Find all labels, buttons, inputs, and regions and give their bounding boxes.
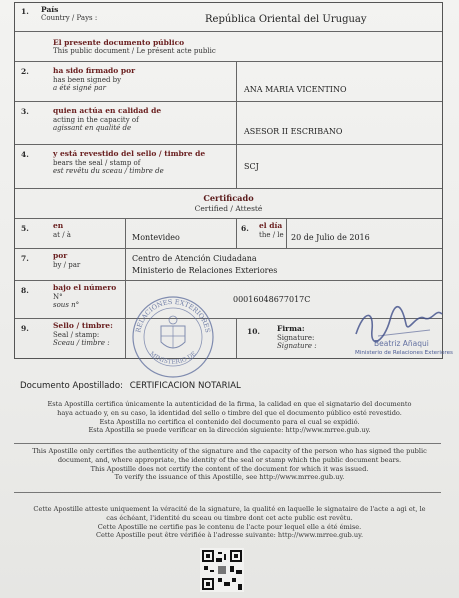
field-number: 5.: [21, 224, 29, 233]
separator: [14, 443, 441, 444]
seal-text-bottom: MINISTERIO DE: [148, 350, 198, 366]
capacity-row: [15, 101, 442, 145]
signer-office: Ministerio de Relaciones Exteriores: [355, 350, 453, 356]
number-value: 00016048677017C: [233, 295, 311, 304]
divider: [236, 218, 237, 248]
notice-line: Cette Apostille ne certifie pas le contenu de l'acte pour lequel elle a été émise.: [97, 522, 362, 531]
by-value-line2: Ministerio de Relaciones Exteriores: [132, 266, 278, 275]
seal-of-row: [15, 144, 442, 189]
field-number: 7.: [21, 254, 29, 263]
country-label-es: País: [41, 5, 59, 14]
certificado-row: [15, 188, 442, 219]
notice-line: cas échéant, l'identité du sceau ou timbre dont cet acte public est revêtu.: [106, 513, 353, 522]
notice-line: haya actuado y, en su caso, la identidad del sello o timbre del que el documento público esté revestido.: [57, 408, 402, 417]
signature-label-en: Signature:: [277, 333, 315, 342]
field-number: 4.: [21, 150, 29, 159]
divider: [236, 101, 237, 144]
field-number: 9.: [21, 324, 29, 333]
divider: [125, 218, 126, 248]
field-number: 10.: [247, 327, 261, 336]
number-label-es: bajo el número: [53, 283, 117, 292]
field-number: 1.: [21, 7, 29, 16]
document-type-line: [20, 381, 241, 391]
capacity-value: ASESOR II ESCRIBANO: [244, 127, 343, 136]
separator: [14, 492, 441, 493]
country-row: [15, 3, 442, 32]
certificado-subtitle: Certified / Attesté: [194, 203, 263, 213]
divider: [125, 318, 126, 358]
signed-by-label-fr: a été signé par: [53, 84, 106, 92]
notice-line: To verify the issuance of this Apostille, see http://www.mrree.gub.uy.: [114, 473, 345, 482]
field-number: 6.: [241, 224, 249, 233]
place-label-es: en: [53, 221, 64, 230]
certificado-title: Certificado: [203, 193, 254, 203]
by-label-es: por: [53, 251, 68, 260]
signed-by-label-es: ha sido firmado por: [53, 66, 136, 75]
document-type-value: CERTIFICACION NOTARIAL: [129, 381, 241, 391]
qr-code-icon: [200, 548, 244, 592]
signed-by-value: ANA MARIA VICENTINO: [244, 85, 347, 94]
seal-of-label-en: bears the seal / stamp of: [53, 158, 141, 167]
by-value-line1: Centro de Atención Ciudadana: [132, 254, 257, 263]
seal-label-en: Seal / stamp:: [53, 330, 100, 339]
signed-by-row: [15, 61, 442, 102]
notice-french: [0, 505, 459, 540]
date-value: 20 de Julio de 2016: [291, 233, 370, 242]
ministry-seal-stamp: [128, 292, 218, 382]
field-number: 2.: [21, 67, 29, 76]
divider: [236, 144, 237, 188]
date-label-es: el día: [259, 221, 283, 230]
divider: [286, 218, 287, 248]
divider: [236, 318, 237, 358]
coat-of-arms-icon: [161, 316, 185, 348]
field-number: 3.: [21, 107, 29, 116]
seal-label-es: Sello / timbre:: [53, 321, 113, 330]
seal-of-label-es: y está revestido del sello / timbre de: [53, 149, 206, 158]
by-row: [15, 248, 442, 281]
seal-of-value: SCJ: [244, 162, 259, 171]
public-document-en-fr: This public document / Le présent acte public: [53, 47, 216, 55]
notice-spanish: [0, 400, 459, 435]
seal-label-fr: Sceau / timbre :: [53, 339, 110, 347]
seal-of-label-fr: est revêtu du sceau / timbre de: [53, 167, 164, 175]
signed-by-label-en: has been signed by: [53, 75, 122, 84]
date-label-en-fr: the / le: [259, 230, 284, 239]
signature-label-es: Firma:: [277, 324, 305, 333]
notice-english: [0, 447, 459, 482]
seal-text-top: RELACIONES EXTERIORES: [134, 297, 212, 334]
handwritten-signature: [350, 300, 450, 350]
notice-line: document, and, where appropriate, the identity of the seal or stamp which the public document bears.: [57, 455, 402, 464]
notice-line: This Apostille only certifies the authenticity of the signature and the capacity of the person who has signed the public: [32, 447, 427, 455]
by-label-en-fr: by / par: [53, 260, 81, 269]
notice-line: Cette Apostille atteste uniquement la véracité de la signature, la qualité en laquelle le signataire de l'acte a agi et, le: [33, 505, 426, 513]
number-label-en: N°: [53, 292, 63, 301]
country-value: República Oriental del Uruguay: [205, 14, 367, 25]
svg-text:MINISTERIO DE: [148, 350, 197, 365]
divider: [236, 61, 237, 101]
divider: [125, 280, 126, 318]
signature-label-fr: Signature :: [277, 342, 317, 350]
notice-line: Esta Apostilla se puede verificar en la dirección siguiente: http://www.mrree.gub.uy.: [88, 426, 371, 435]
number-label-fr: sous n°: [53, 301, 80, 309]
place-date-row: [15, 218, 442, 249]
notice-line: This Apostille does not certify the content of the document for which it was issued.: [90, 464, 369, 473]
notice-line: Esta Apostilla certifica únicamente la autenticidad de la firma, la calidad en que el signatario del documento: [47, 400, 412, 408]
signer-name: Beatriz Añaqui: [374, 339, 429, 348]
capacity-label-fr: agissant en qualité de: [53, 124, 132, 132]
capacity-label-en: acting in the capacity of: [53, 115, 139, 124]
notice-line: Cette Apostille peut être vérifiée à l'adresse suivante: http://www.mrree.gub.uy.: [95, 531, 364, 540]
place-label-en-fr: at / à: [53, 230, 71, 239]
document-type-label: Documento Apostillado:: [20, 381, 123, 391]
public-document-row: [15, 31, 442, 62]
capacity-label-es: quien actúa en calidad de: [53, 106, 162, 115]
divider: [125, 248, 126, 280]
field-number: 8.: [21, 286, 29, 295]
public-document-es: El presente documento público: [53, 38, 185, 47]
notice-line: Esta Apostilla no certifica el contenido del documento para el cual se expidió.: [99, 417, 360, 426]
country-label-en-fr: Country / Pays :: [41, 14, 98, 22]
place-value: Montevideo: [132, 233, 180, 242]
